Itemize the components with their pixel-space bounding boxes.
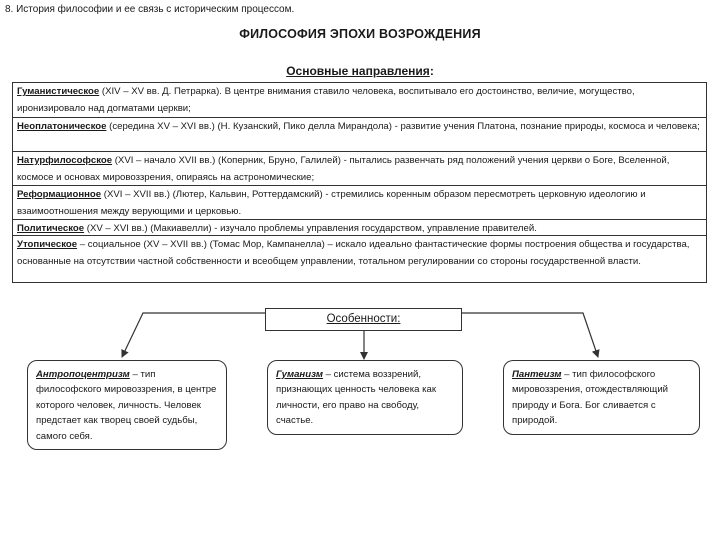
direction-term: Утопическое: [17, 239, 78, 250]
direction-text: – социальное (XV – XVII вв.) (Томас Мор, Кампанелла) – искало идеально фантастические формы построения общества и государства, основанные на отсутствии частной собственности и всеобщем управлении, тотальном регулировании со стороны государственной власти.: [17, 239, 690, 267]
direction-term: Неоплатоническое: [17, 121, 107, 132]
direction-text: (XVI – начало XVII вв.) (Коперник, Бруно, Галилей) - пытались развенчать ряд положений учения церкви о Боге, Вселенной, космосе и основах мировоззрения, опираясь на астрономические;: [17, 155, 670, 183]
feature-text: – тип философского мировоззрения, отождествляющий природу и Бога. Бог сливается с природой.: [512, 369, 669, 427]
feature-pantheism: [503, 360, 700, 435]
direction-term: Реформационное: [17, 189, 102, 200]
feature-term: Гуманизм: [276, 369, 323, 380]
feature-text: – тип философского мировоззрения, в центре которого человек, личность. Человек предстает как творец своей судьбы, самого себя.: [36, 369, 217, 442]
feature-term: Пантеизм: [512, 369, 562, 380]
page-header: 8. История философии и ее связь с историческим процессом.: [5, 4, 295, 15]
directions-heading-colon: :: [429, 64, 434, 78]
direction-text: (XVI – XVII вв.) (Лютер, Кальвин, Роттердамский) - стремились коренным образом пересмотреть церковную идеологию и взаимоотношения между верующими и церковью.: [17, 189, 646, 217]
features-heading: [265, 308, 462, 331]
feature-text: – система воззрений, признающих ценность человека как личности, его право на свободу, счастье.: [276, 369, 437, 427]
direction-term: Гуманистическое: [17, 86, 100, 97]
feature-term: Антропоцентризм: [36, 369, 130, 380]
feature-anthropocentrism: [27, 360, 227, 450]
direction-term: Натурфилософское: [17, 155, 113, 166]
direction-text: (XV – XVI вв.) (Макиавелли) - изучало проблемы управления государством, управление правителей.: [84, 223, 537, 234]
direction-text: (середина XV – XVI вв.) (Н. Кузанский, Пико делла Мирандола) - развитие учения Платона, познание природы, космоса и человека;: [106, 121, 700, 132]
feature-humanism: [267, 360, 463, 435]
arrow-to-pantheism: [462, 313, 598, 357]
directions-heading-text: Основные направления: [286, 64, 430, 78]
direction-text: (XIV – XV вв. Д. Петрарка). В центре внимания ставило человека, воспитывало его достоинство, величие, могущество, иронизировало над догматами церкви;: [17, 86, 635, 114]
arrow-to-anthropocentrism: [122, 313, 265, 357]
direction-term: Политическое: [17, 223, 85, 234]
page-title: ФИЛОСОФИЯ ЭПОХИ ВОЗРОЖДЕНИЯ: [239, 27, 481, 41]
features-heading-text: Особенности:: [326, 313, 401, 325]
